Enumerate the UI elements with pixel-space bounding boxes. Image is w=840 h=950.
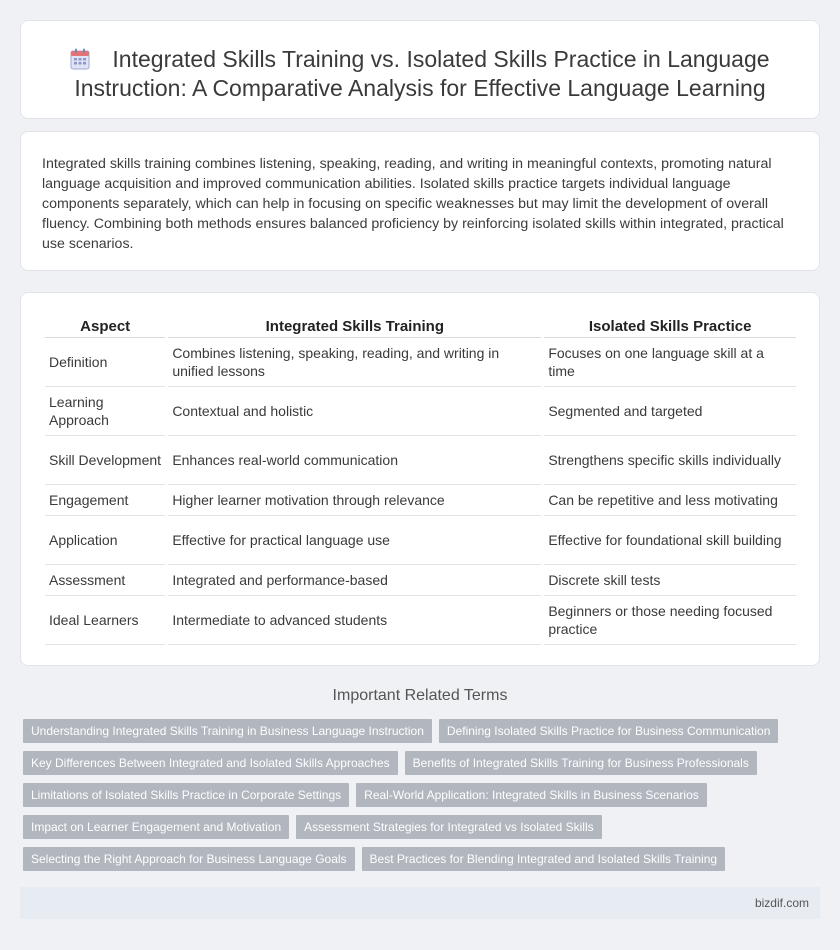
table-row: [45, 387, 796, 436]
intro-card: [20, 131, 820, 271]
row-isolated: Strengthens specific skills individually: [544, 436, 796, 485]
row-isolated: Beginners or those needing focused practice: [544, 596, 796, 645]
related-terms-title: Important Related Terms: [332, 687, 508, 704]
header-isolated: Isolated Skills Practice: [544, 315, 796, 338]
tag-row: [23, 751, 803, 775]
row-isolated: Segmented and targeted: [544, 387, 796, 436]
calendar-icon: [70, 48, 90, 70]
row-integrated: Effective for practical language use: [168, 516, 541, 565]
page-title: [51, 45, 789, 103]
row-aspect: Assessment: [45, 565, 165, 596]
table-header-row: [45, 315, 796, 338]
row-isolated: Can be repetitive and less motivating: [544, 485, 796, 516]
related-term-tag[interactable]: Key Differences Between Integrated and Isolated Skills Approaches: [23, 751, 398, 775]
related-term-tag[interactable]: Understanding Integrated Skills Training in Business Language Instruction: [23, 719, 432, 743]
related-term-tag[interactable]: Benefits of Integrated Skills Training for Business Professionals: [405, 751, 757, 775]
table-row: [45, 565, 796, 596]
header-card: [20, 20, 820, 119]
related-terms-tags: [23, 719, 803, 879]
related-term-tag[interactable]: Defining Isolated Skills Practice for Business Communication: [439, 719, 778, 743]
header-integrated: Integrated Skills Training: [168, 315, 541, 338]
row-aspect: Definition: [45, 338, 165, 387]
related-term-tag[interactable]: Impact on Learner Engagement and Motivation: [23, 815, 289, 839]
comparison-table-card: [20, 292, 820, 666]
header-aspect: Aspect: [45, 315, 165, 338]
row-integrated: Integrated and performance-based: [168, 565, 541, 596]
table-row: [45, 596, 796, 645]
footer: [20, 887, 820, 919]
table-row: [45, 485, 796, 516]
related-term-tag[interactable]: Limitations of Isolated Skills Practice in Corporate Settings: [23, 783, 349, 807]
row-aspect: Learning Approach: [45, 387, 165, 436]
tag-row: [23, 847, 803, 871]
tag-row: [23, 719, 803, 743]
related-term-tag[interactable]: Selecting the Right Approach for Business Language Goals: [23, 847, 355, 871]
row-integrated: Enhances real-world communication: [168, 436, 541, 485]
footer-brand[interactable]: bizdif.com: [754, 896, 809, 910]
page-title-text: Integrated Skills Training vs. Isolated Skills Practice in Language Instruction: A Comparative Analysis for Effective Language Learning: [74, 46, 770, 101]
table-row: [45, 516, 796, 565]
row-aspect: Ideal Learners: [45, 596, 165, 645]
row-integrated: Contextual and holistic: [168, 387, 541, 436]
comparison-table: [42, 315, 799, 645]
row-isolated: Effective for foundational skill building: [544, 516, 796, 565]
table-row: [45, 338, 796, 387]
row-aspect: Engagement: [45, 485, 165, 516]
row-aspect: Application: [45, 516, 165, 565]
tag-row: [23, 815, 803, 839]
related-term-tag[interactable]: Real-World Application: Integrated Skills in Business Scenarios: [356, 783, 707, 807]
row-integrated: Combines listening, speaking, reading, and writing in unified lessons: [168, 338, 541, 387]
row-aspect: Skill Development: [45, 436, 165, 485]
related-term-tag[interactable]: Assessment Strategies for Integrated vs Isolated Skills: [296, 815, 601, 839]
table-row: [45, 436, 796, 485]
intro-paragraph: Integrated skills training combines listening, speaking, reading, and writing in meaningful contexts, promoting natural language acquisition and improved communication abilities. Isolated skills practice targets individual language components separately, which can help in focusing on specific weaknesses but may limit the development of overall fluency. Combining both methods ensures balanced proficiency by reinforcing isolated skills within integrated, practical use scenarios.: [42, 156, 784, 252]
related-term-tag[interactable]: Best Practices for Blending Integrated and Isolated Skills Training: [362, 847, 726, 871]
row-isolated: Focuses on one language skill at a time: [544, 338, 796, 387]
tag-row: [23, 783, 803, 807]
row-isolated: Discrete skill tests: [544, 565, 796, 596]
row-integrated: Intermediate to advanced students: [168, 596, 541, 645]
row-integrated: Higher learner motivation through relevance: [168, 485, 541, 516]
